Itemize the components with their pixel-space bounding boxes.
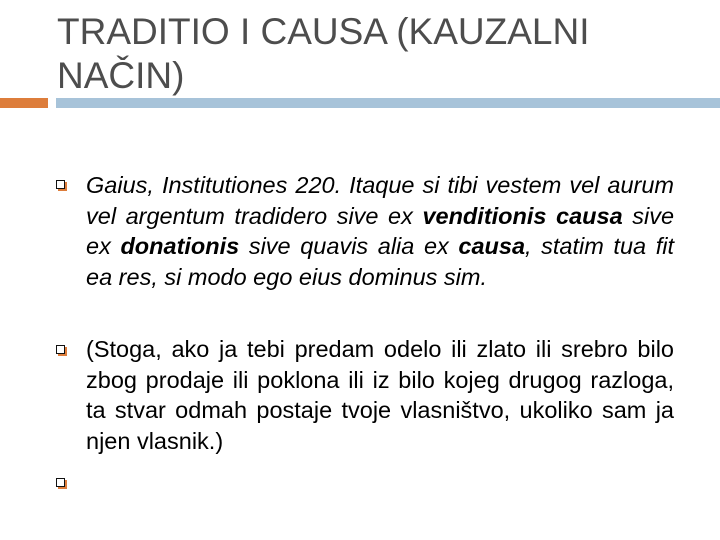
text-segment: sive ex [86,202,675,259]
title-rule [56,98,720,108]
text-segment: Gaius, Institutiones 220. Itaque si tibi vestem vel aurum vel argentum tradidero sive ex [86,172,674,229]
text-segment-bold: venditionis causa [422,202,623,229]
text-segment: , statim tua fit ea res, si modo ego eius dominus sim. [86,233,674,290]
bullet-square-icon [56,478,65,487]
text-segment-bold: causa [458,233,526,259]
text-segment-bold: donationis [120,233,240,259]
bullet-square-icon [56,180,65,189]
bullet-text-translation: (Stoga, ako ja tebi predam odelo ili zlato ili srebro bilo zbog prodaje ili poklona ili iz bilo kojeg drugog razloga, ta stvar odmah postaje tvoje vlasništvo, ukoliko sam ja njen vlasnik.) [86,336,674,454]
bullet-square-icon [56,345,65,354]
slide-title: TRADITIO I CAUSA (KAUZALNI NAČIN) [57,11,590,96]
title-rule-accent [0,98,48,108]
text-segment: sive quavis alia ex [239,233,459,259]
bullet-text-latin [86,170,674,292]
